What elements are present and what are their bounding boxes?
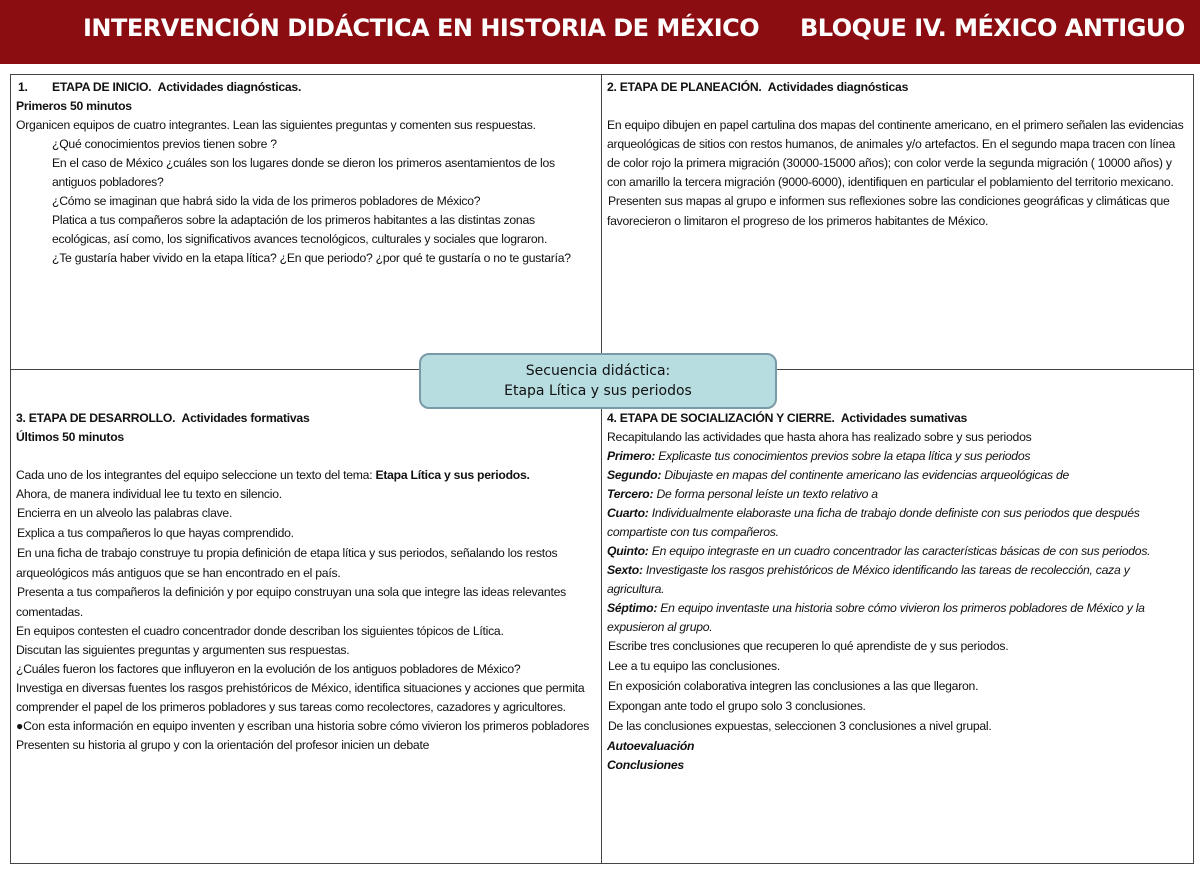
- stage-start-time: Primeros 50 minutos: [16, 99, 132, 113]
- stage-planning-cell: [607, 78, 1187, 231]
- stage-development-heading: 3. ETAPA DE DESARROLLO. Actividades formativas: [16, 411, 310, 425]
- callout-line-1: Secuencia didáctica:: [525, 363, 671, 379]
- table-divider-vertical: [601, 74, 602, 864]
- stage-development-para1: Cada uno de los integrantes del equipo seleccione un texto del tema: Etapa Lítica y sus periodos.: [16, 468, 530, 482]
- stage-planning-heading: 2. ETAPA DE PLANEACIÓN. Actividades diagnósticas: [607, 80, 909, 94]
- list-item: En exposición colaborativa integren las conclusiones a las que llegaron.: [608, 679, 979, 693]
- conclusions-label: Conclusiones: [607, 758, 684, 772]
- list-item: Platica a tus compañeros sobre la adaptación de los primeros habitantes a las distintas zonas ecológicas, así como, los significativos avances tecnológicos, culturales y sociales que lograron.: [52, 213, 548, 246]
- stage-development-para2: Ahora, de manera individual lee tu texto en silencio.: [16, 487, 282, 501]
- stage-development-cell: [16, 409, 596, 755]
- stage-start-questions: [16, 135, 594, 268]
- closure-step: Tercero: De forma personal leíste un texto relativo a: [607, 487, 878, 501]
- page-title: INTERVENCIÓN DIDÁCTICA EN HISTORIA DE MÉXICO: [83, 14, 760, 42]
- stage-development-para3: En equipos contesten el cuadro concentrador donde describan los siguientes tópicos de Lítica.: [16, 624, 504, 638]
- stage-closure-intro: Recapitulando las actividades que hasta ahora has realizado sobre y sus periodos: [607, 430, 1032, 444]
- list-item: Lee a tu equipo las conclusiones.: [608, 659, 780, 673]
- closure-step: Séptimo: En equipo inventaste una historia sobre cómo vivieron los primeros pobladores de México y la expusieron al grupo.: [607, 601, 1145, 634]
- callout-line-2: Etapa Lítica y sus periodos: [504, 383, 692, 399]
- list-item: Expongan ante todo el grupo solo 3 conclusiones.: [608, 699, 866, 713]
- closure-step: Cuarto: Individualmente elaboraste una ficha de trabajo donde definiste con sus periodos que después compartiste con tus compañeros.: [607, 506, 1140, 539]
- list-item: Explica a tus compañeros lo que hayas comprendido.: [17, 526, 294, 540]
- closure-step: Segundo: Dibujaste en mapas del continente americano las evidencias arqueológicas de: [607, 468, 1070, 482]
- list-item: ¿Te gustaría haber vivido en la etapa lítica? ¿En que periodo? ¿por qué te gustaría o no te gustaría?: [52, 251, 571, 265]
- stage-closure-heading: 4. ETAPA DE SOCIALIZACIÓN Y CIERRE. Actividades sumativas: [607, 411, 968, 425]
- self-evaluation-label: Autoevaluación: [607, 739, 695, 753]
- closure-step: Sexto: Investigaste los rasgos prehistóricos de México identificando las tareas de recolección, caza y agricultura.: [607, 563, 1130, 596]
- didactic-sequence-callout: [419, 353, 777, 409]
- list-item: En una ficha de trabajo construye tu propia definición de etapa lítica y sus periodos, señalando los restos arqueológicos más antiguos que se han encontrado en el país.: [16, 546, 558, 580]
- list-item: Escribe tres conclusiones que recuperen lo qué aprendiste de y sus periodos.: [608, 639, 1009, 653]
- stage-planning-paragraph: En equipo dibujen en papel cartulina dos mapas del continente americano, en el primero señalen las evidencias arqueológicas de sitios con restos humanos, de animales y/o artefactos. En el segundo mapa tracen con línea de color rojo la primera migración (30000-15000 años); con color verde la segunda migración ( 10000 años) y con amarillo la tercera migración (9000-6000), identifiquen en particular el poblamiento del territorio mexicano.: [607, 118, 1184, 189]
- list-item: Encierra en un alveolo las palabras clave.: [17, 506, 233, 520]
- list-item: Presenta a tus compañeros la definición y por equipo construyan una sola que integre las ideas relevantes comentadas.: [16, 585, 566, 619]
- header-banner: [0, 0, 1200, 64]
- closure-step: Quinto: En equipo integraste en un cuadro concentrador las características básicas de con sus periodos.: [607, 544, 1151, 558]
- stage-development-para5: ¿Cuáles fueron los factores que influyeron en la evolución de los antiguos pobladores de México?: [16, 662, 521, 676]
- stage-start-cell: [16, 78, 594, 268]
- stage-start-intro: Organicen equipos de cuatro integrantes. Lean las siguientes preguntas y comenten sus respuestas.: [16, 118, 536, 132]
- stage-development-para6: Investiga en diversas fuentes los rasgos prehistóricos de México, identifica situaciones y acciones que permita comprender el papel de los primeros pobladores y sus tareas como recolectores, cazadores y agricultores.: [16, 681, 585, 714]
- list-item: Presenten sus mapas al grupo e informen sus reflexiones sobre las condiciones geográficas y climáticas que favorecieron o limitaron el progreso de los primeros habitantes de México.: [607, 194, 1170, 228]
- stage-closure-cell: [607, 409, 1189, 775]
- stage-development-para4: Discutan las siguientes preguntas y argumenten sus respuestas.: [16, 643, 350, 657]
- stage-development-para8: Presenten su historia al grupo y con la orientación del profesor inicien un debate: [16, 738, 430, 752]
- stage-start-heading: 1. ETAPA DE INICIO. Actividades diagnósticas.: [18, 80, 302, 94]
- list-item: En el caso de México ¿cuáles son los lugares donde se dieron los primeros asentamientos de los antiguos pobladores?: [52, 156, 555, 189]
- closure-step: Primero: Explicaste tus conocimientos previos sobre la etapa lítica y sus periodos: [607, 449, 1031, 463]
- block-title: BLOQUE IV. MÉXICO ANTIGUO: [800, 14, 1185, 42]
- list-item: ¿Qué conocimientos previos tienen sobre ?: [52, 137, 277, 151]
- list-item: De las conclusiones expuestas, seleccionen 3 conclusiones a nivel grupal.: [608, 719, 992, 733]
- stage-development-para7: ●Con esta información en equipo inventen y escriban una historia sobre cómo vivieron los primeros pobladores: [16, 719, 590, 733]
- list-item: ¿Cómo se imaginan que habrá sido la vida de los primeros pobladores de México?: [52, 194, 481, 208]
- dot-bullet-icon: ●: [16, 719, 24, 733]
- stage-development-time: Últimos 50 minutos: [16, 430, 124, 444]
